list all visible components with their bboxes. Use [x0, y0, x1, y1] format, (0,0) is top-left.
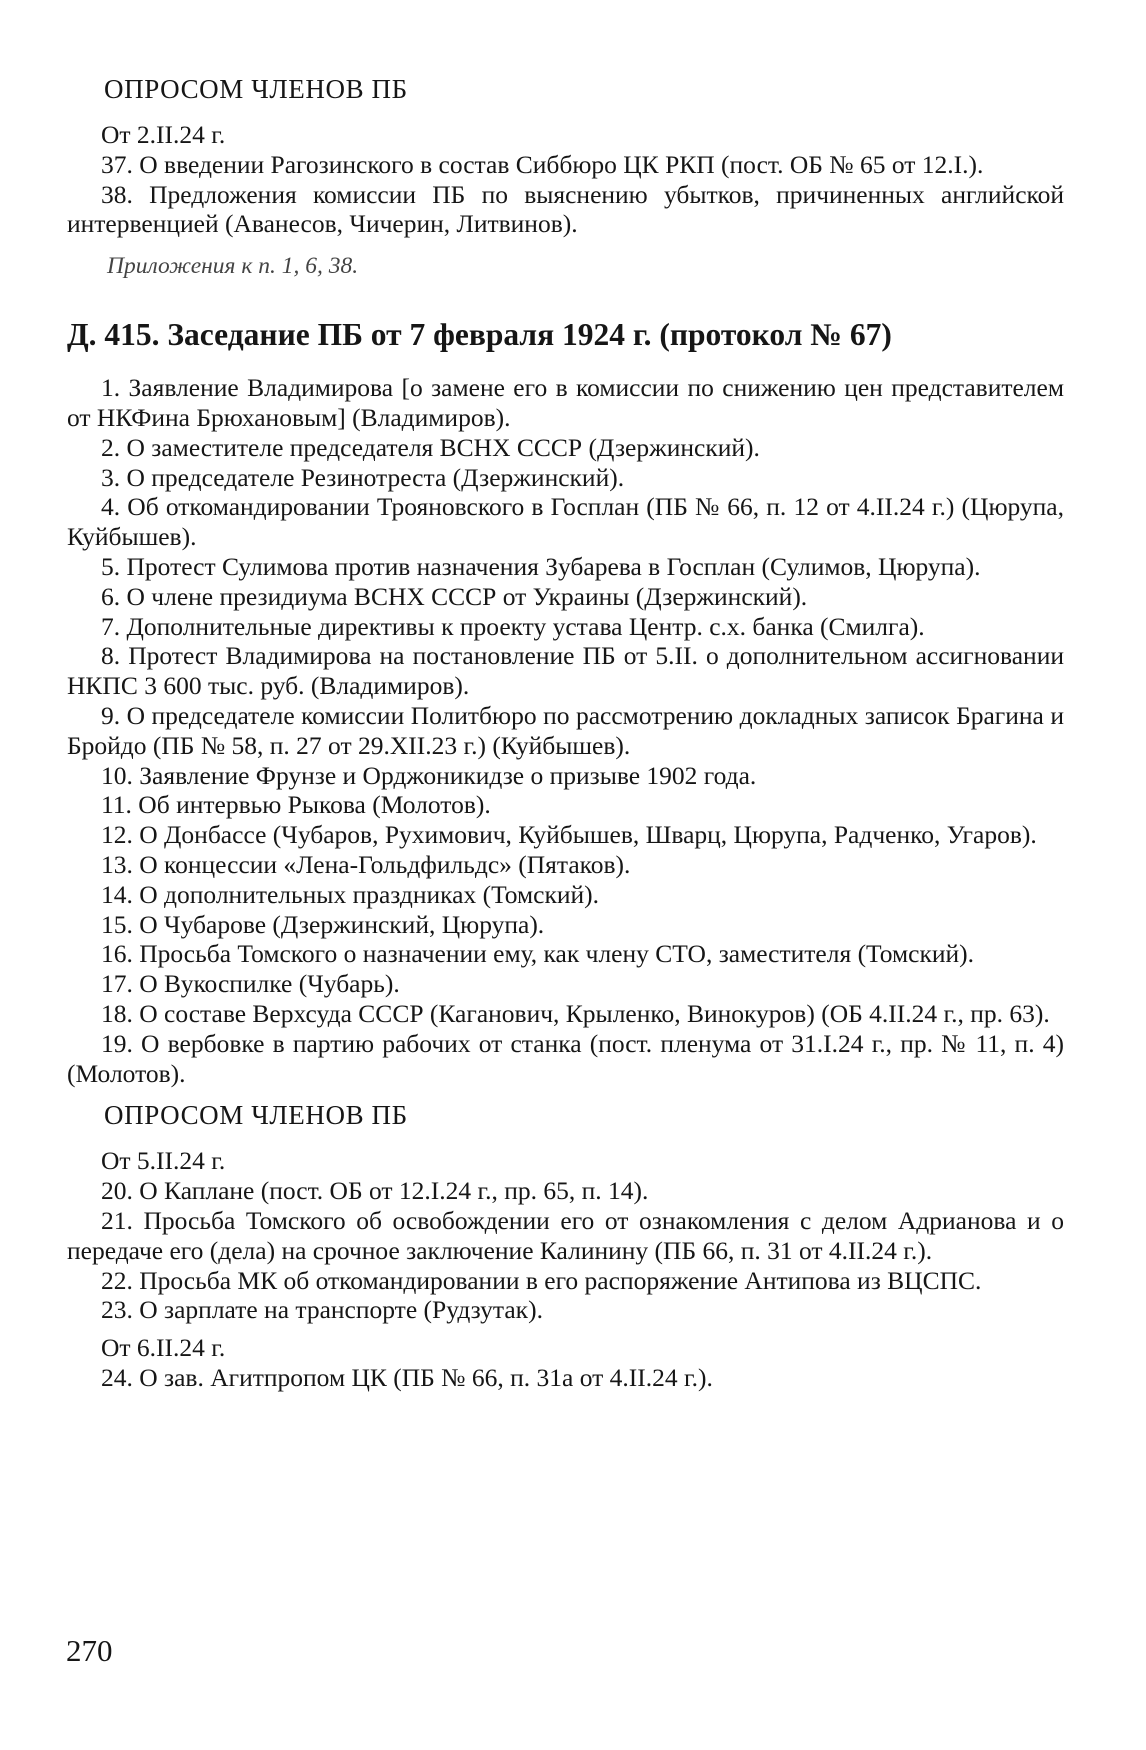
agenda-item: 18. О составе Верхсуда СССР (Каганович, Крыленко, Винокуров) (ОБ 4.II.24 г., пр. 63).	[101, 998, 1050, 1028]
agenda-item: 10. Заявление Фрунзе и Орджоникидзе о призыве 1902 года.	[101, 760, 757, 790]
agenda-item: 20. О Каплане (пост. ОБ от 12.I.24 г., пр. 65, п. 14).	[101, 1176, 649, 1206]
agenda-item: 38. Предложения комиссии ПБ по выяснению убытков, причиненных английской интервенцией (Аванесов, Чичерин, Литвинов).	[67, 179, 1064, 239]
agenda-item: 7. Дополнительные директивы к проекту устава Центр. с.х. банка (Смилга).	[101, 611, 925, 641]
section-heading-poll: ОПРОСОМ ЧЛЕНОВ ПБ	[104, 1100, 408, 1131]
section-heading-poll-top: ОПРОСОМ ЧЛЕНОВ ПБ	[104, 74, 408, 104]
agenda-item: 24. О зав. Агитпропом ЦК (ПБ № 66, п. 31а от 4.II.24 г.).	[101, 1362, 713, 1392]
agenda-item: 4. Об откомандировании Трояновского в Госплан (ПБ № 66, п. 12 от 4.II.24 г.) (Цюрупа, Куйбышев).	[67, 492, 1064, 552]
agenda-item: 13. О концессии «Лена-Гольдфильдс» (Пятаков).	[101, 849, 631, 879]
agenda-item: 14. О дополнительных праздниках (Томский).	[101, 879, 600, 909]
agenda-item: 1. Заявление Владимирова [о замене его в комиссии по снижению цен представителем от НКФина Брюхановым] (Владимиров).	[67, 373, 1064, 432]
agenda-item: 2. О заместителе председателя ВСНХ СССР (Дзержинский).	[101, 432, 760, 462]
agenda-item: 3. О председателе Резинотреста (Дзержинский).	[101, 462, 625, 492]
agenda-item: 15. О Чубарове (Дзержинский, Цюрупа).	[101, 909, 545, 939]
agenda-item: 22. Просьба МК об откомандировании в его распоряжение Антипова из ВЦСПС.	[101, 1265, 982, 1295]
date-line: От 6.II.24 г.	[101, 1333, 226, 1363]
agenda-item: 5. Протест Сулимова против назначения Зубарева в Госплан (Сулимов, Цюрупа).	[101, 551, 981, 581]
date-line: От 2.II.24 г.	[101, 120, 226, 149]
agenda-item: 11. Об интервью Рыкова (Молотов).	[101, 790, 491, 820]
date-line: От 5.II.24 г.	[101, 1146, 226, 1176]
agenda-item: 12. О Донбассе (Чубаров, Рухимович, Куйбышев, Шварц, Цюрупа, Радченко, Угаров).	[101, 820, 1037, 850]
agenda-item: 21. Просьба Томского об освобождении его от ознакомления с делом Адрианова и о передаче его (дела) на срочное заключение Калинину (ПБ 66, п. 31 от 4.II.24 г.).	[67, 1205, 1064, 1265]
page-number: 270	[66, 1633, 113, 1668]
spacer	[67, 1088, 1064, 1100]
agenda-item: 19. О вербовке в партию рабочих от станка (пост. пленума от 31.I.24 г., пр. № 11, п. 4) (Молотов).	[67, 1028, 1064, 1088]
agenda-item: 17. О Вукоспилке (Чубарь).	[101, 969, 400, 999]
agenda-item: 6. О члене президиума ВСНХ СССР от Украины (Дзержинский).	[101, 581, 808, 611]
agenda-item: 8. Протест Владимирова на постановление ПБ от 5.II. о дополнительном ассигновании НКПС 3 600 тыс. руб. (Владимиров).	[67, 641, 1064, 701]
agenda-item: 16. Просьба Томского о назначении ему, как члену СТО, заместителя (Томский).	[101, 939, 974, 969]
attachments-note: Приложения к п. 1, 6, 38.	[107, 253, 359, 280]
spacer	[67, 1325, 1064, 1331]
agenda-item: 23. О зарплате на транспорте (Рудзутак).	[101, 1295, 543, 1325]
agenda-item: 37. О введении Рагозинского в состав Сиббюро ЦК РКП (пост. ОБ № 65 от 12.I.).	[101, 149, 984, 179]
document-title: Д. 415. Заседание ПБ от 7 февраля 1924 г. (протокол № 67)	[67, 317, 892, 353]
agenda-item: 9. О председателе комиссии Политбюро по рассмотрению докладных записок Брагина и Бройдо (ПБ № 58, п. 27 от 29.XII.23 г.) (Куйбышев).	[67, 700, 1064, 760]
